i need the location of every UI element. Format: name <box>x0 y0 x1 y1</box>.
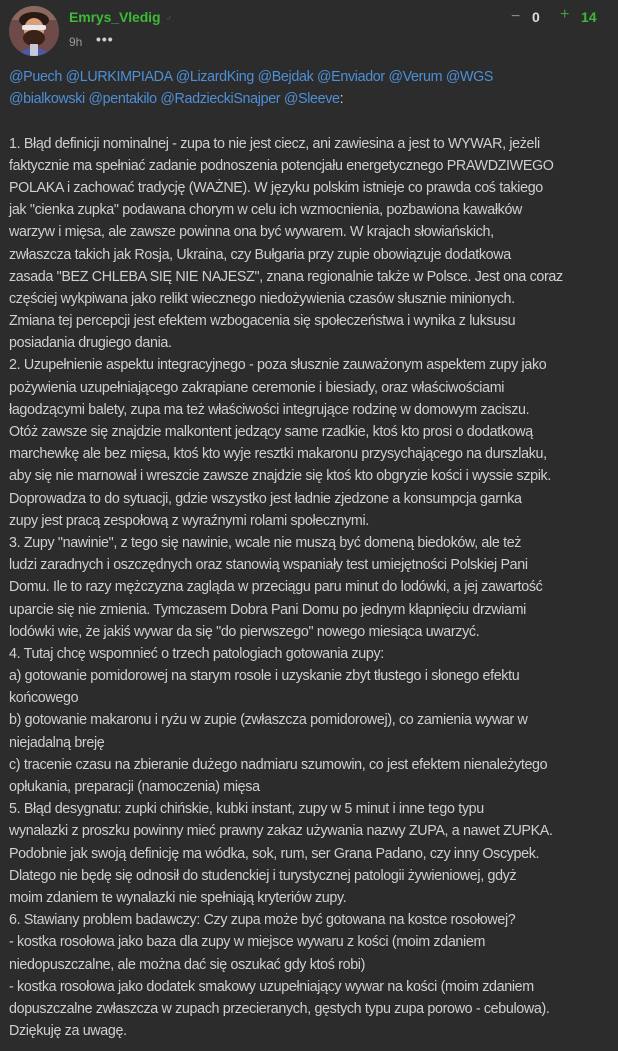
mention-link[interactable]: @RadzieckiSnajper <box>160 91 281 108</box>
text-line: ludzi zaradnych i oszczędnych oraz stanowią wspaniały test umiejętności Polskiej Pani <box>9 557 528 574</box>
upvote-button[interactable]: + <box>560 6 570 23</box>
gender-icon: ♂ <box>166 14 172 23</box>
text-line: końcowego <box>9 690 79 707</box>
text-line: marchewkę ale bez mięsa, ktoś kto wyje resztki makaronu przysychającego na durszlaku, <box>9 446 547 463</box>
text-line: POLAKA i zachować tradycję (WAŻNE). W języku polskim istnieje co prawda coś takiego <box>9 179 543 196</box>
text-line: a) gotowanie pomidorowej na starym rosole i uzyskanie zbyt tłustego i słonego efektu <box>9 668 520 685</box>
text-line: zupy jest pracą zespołową z wyraźnymi rolami społecznymi. <box>9 512 369 529</box>
more-options-icon[interactable]: ••• <box>96 31 114 47</box>
author-name[interactable]: Emrys_Vledig <box>69 9 161 25</box>
avatar[interactable] <box>9 6 59 56</box>
text-line: wynalazki z proszku powinny mieć prawny zakaz używania nazwy ZUPA, a nawet ZUPKA. <box>9 823 553 840</box>
text-line: Podobnie jak swoją definicję ma wódka, sok, rum, ser Grana Padano, czy inny Oscypek. <box>9 845 540 862</box>
avatar-image <box>9 6 59 56</box>
text-line: zwłaszcza takich jak Rosja, Ukraina, czy Bułgaria przy zupie obowiązuje dodatkowa <box>9 246 511 263</box>
mention-link[interactable]: @pentakilo <box>88 91 157 108</box>
text-line: Domu. Ile to razy mężczyzna zagląda w przeciągu paru minut do lodówki, a jej zawartość <box>9 579 543 596</box>
mentions-line <box>9 88 609 110</box>
text-line: - kostka rosołowa jako dodatek smakowy uzupełniający wywar na kości (moim zdaniem <box>9 978 534 995</box>
text-line: 3. Zupy "nawinie", z tego się nawinie, wcale nie muszą być domeną biedoków, ale też <box>9 534 522 551</box>
mention-link[interactable]: @Puech <box>9 69 62 85</box>
text-line: Zmiana tej percepcji jest efektem wzbogacenia się społeczeństwa i wynika z luksusu <box>9 313 516 330</box>
text-line: Dziękuję za uwagę. <box>9 1023 127 1040</box>
text-line: moim zdaniem te wynalazki nie spełniają kryteriów zupy. <box>9 889 347 906</box>
text-line: Otóż zawsze się znajdzie malkontent jedzący same rzadkie, ktoś kto prosi o dodatkową <box>9 424 533 440</box>
mention-link[interactable]: @Verum <box>388 69 443 85</box>
text-line: Dlatego nie będę się odnosił do studenckiej i turystycznej patologii żywieniowej, gdyż <box>9 867 517 884</box>
text-line: 4. Tutaj chcę wspomnieć o trzech patologiach gotowania zupy: <box>9 645 384 662</box>
post-time[interactable]: 9h <box>69 35 83 49</box>
paragraph-gap <box>9 110 613 132</box>
text-line: łagodzącymi balety, zupa ma też właściwości integrujące rodzinę w domowym zaciszu. <box>9 401 530 418</box>
text-line: 2. Uzupełnienie aspektu integracyjnego - poza słusznie zauważonym aspektem zupy jako <box>9 357 547 374</box>
text-line: warzyw i mięsa, ale zawsze powinna ona być wywarem. W krajach słowiańskich, <box>9 224 494 241</box>
text-line: posiadania drugiego dania. <box>9 335 172 352</box>
text-line: c) tracenie czasu na zbieranie dużego nadmiaru szumowin, co jest efektem nienależytego <box>9 756 548 773</box>
upvote-count: 14 <box>581 9 597 25</box>
text-line: zasada "BEZ CHLEBA SIĘ NIE NAJESZ", znana regionalnie także w Polsce. Jest ona coraz <box>9 268 563 285</box>
text-line: jak "cienka zupka" podawana chorym w celu ich wzmocnienia, pozbawiona kawałków <box>9 202 523 219</box>
text-line: 5. Błąd desygnatu: zupki chińskie, kubki instant, zupy w 5 minut i inne tego typu <box>9 801 484 818</box>
text-line: uparcie się nie zmienia. Tymczasem Dobra Pani Domu po jednym kłapnięciu drzwiami <box>9 601 526 618</box>
text-line: Doprowadza to do sytuacji, gdzie wszystko jest ładnie zjedzone a konsumpcja garnka <box>9 490 522 507</box>
mention-link[interactable]: @Bejdak <box>257 69 314 85</box>
mention-link[interactable]: @bialkowski <box>9 91 85 108</box>
text-line: częściej wykpiwana jako relikt wiecznego niedożywienia czasów słusznie minionych. <box>9 290 515 307</box>
text-line: niejadalną breję <box>9 734 105 751</box>
mention-link[interactable]: @LizardKing <box>175 69 254 85</box>
text-line: niedopuszczalne, ale można dać się oszukać gdy ktoś robi) <box>9 956 366 973</box>
mention-link[interactable]: @Sleeve <box>283 91 340 108</box>
mention-link[interactable]: @LURKIMPIADA <box>65 69 173 85</box>
text-line: opłukania, preparacji (namoczenia) mięsa <box>9 779 260 795</box>
text-line: pożywienia uzupełniającego zakrapiane ceremonie i biesiady, oraz właściwościami <box>9 379 505 396</box>
comment-body <box>9 66 613 1042</box>
text-line: dopuszczalne zwłaszcza w zupach przecieranych, gęstych typu zupa porowo - cebulowa). <box>9 1000 550 1017</box>
comment-text <box>9 133 613 1043</box>
text-line: - kostka rosołowa jako baza dla zupy w miejsce wywaru z kości (moim zdaniem <box>9 934 486 951</box>
downvote-count: 0 <box>532 9 540 25</box>
text-line: 1. Błąd definicji nominalnej - zupa to nie jest ciecz, ani zawiesina a jest to WYWAR, jeżeli <box>9 135 540 152</box>
downvote-button[interactable]: − <box>511 8 521 25</box>
mention-link[interactable]: @WGS <box>445 69 494 85</box>
text-line: b) gotowanie makaronu i ryżu w zupie (zwłaszcza pomidorowej), co zamienia wywar w <box>9 712 528 729</box>
mentions-line <box>9 66 609 88</box>
mention-link[interactable]: @Enviador <box>317 69 385 85</box>
text-line: aby się nie marnował i wreszcie zawsze znajdzie się ktoś kto obgryzie kości i wyssie szpik. <box>9 468 551 485</box>
mentions-suffix: : <box>339 91 344 108</box>
text-line: 6. Stawiany problem badawczy: Czy zupa może być gotowana na kostce rosołowej? <box>9 912 516 929</box>
text-line: faktycznie ma spełniać zadanie podnoszenia potencjału energetycznego PRAWDZIWEGO <box>9 157 554 174</box>
text-line: lodówki wie, że jakiś wywar da się "do pierwszego" nowego miesiąca uwarzyć. <box>9 623 480 640</box>
